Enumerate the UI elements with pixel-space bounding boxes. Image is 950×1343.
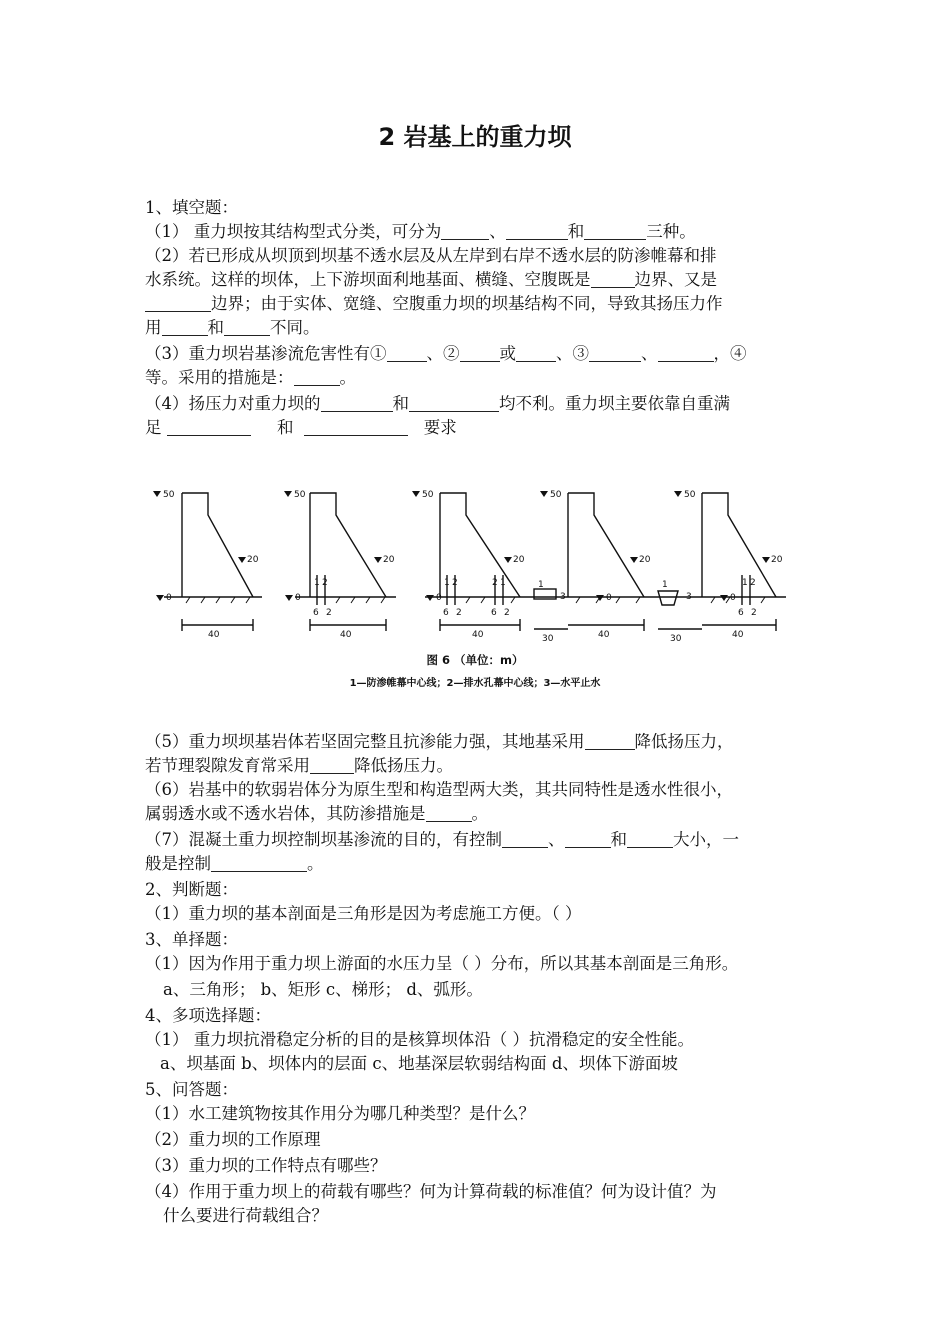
- fig-label-20: 20: [771, 555, 783, 565]
- answer-blank[interactable]: [211, 855, 307, 872]
- answer-blank[interactable]: [516, 345, 556, 362]
- section-1-heading: 1、填空题：: [145, 198, 238, 217]
- fig-note-2: 2: [492, 578, 498, 588]
- fig-note-1: 1: [314, 578, 320, 588]
- answer-blank[interactable]: [584, 223, 646, 240]
- fig-dim-6: 6: [313, 608, 319, 618]
- question-1-2-line3: 边界；由于实体、宽缝、空腹重力坝的坝基结构不同，导致其扬压力作: [145, 292, 723, 316]
- fig-dim-2: 2: [751, 608, 757, 618]
- question-5-4-line1: （4）作用于重力坝上的荷载有哪些？何为计算荷载的标准值？何为设计值？为: [145, 1182, 717, 1201]
- answer-blank[interactable]: [506, 223, 568, 240]
- question-4-1: （1） 重力坝抗滑稳定分析的目的是核算坝体沿（ ）抗滑稳定的安全性能。: [145, 1030, 694, 1049]
- page-title: 2 岩基上的重力坝: [378, 123, 572, 151]
- fig-dim-40: 40: [472, 630, 484, 640]
- answer-blank[interactable]: [460, 345, 500, 362]
- fig-label-50: 50: [294, 490, 306, 500]
- fig-note-1: 1: [444, 578, 450, 588]
- answer-blank[interactable]: [591, 271, 635, 288]
- fig-label-0: 0: [730, 593, 736, 603]
- answer-blank[interactable]: [589, 345, 641, 362]
- fig-label-50: 50: [550, 490, 562, 500]
- question-2-1: （1）重力坝的基本剖面是三角形是因为考虑施工方便。（ ）: [145, 904, 582, 923]
- question-1-7-line1: （7）混凝土重力坝控制坝基渗流的目的，有控制 、 和 大小，一: [145, 830, 739, 849]
- question-1-6-line1: （6）岩基中的软弱岩体分为原生型和构造型两大类，其共同特性是透水性很小，: [145, 780, 733, 799]
- answer-blank[interactable]: [304, 419, 408, 436]
- question-5-4-line2: 什么要进行荷载组合？: [163, 1206, 328, 1225]
- fig-dim-40: 40: [732, 630, 744, 640]
- question-1-3-line2: 等。采用的措施是： 。: [145, 368, 356, 387]
- question-5-2: （2）重力坝的工作原理: [145, 1130, 321, 1149]
- question-1-4-line1: （4）扬压力对重力坝的 和 均不利。重力坝主要依靠自重满: [145, 394, 730, 413]
- answer-blank[interactable]: [162, 319, 208, 336]
- fig-note-2: 2: [750, 578, 756, 588]
- question-1-2-line1: （2）若已形成从坝顶到坝基不透水层及从左岸到右岸不透水层的防渗帷幕和排: [145, 246, 717, 265]
- fig-note-1: 1: [742, 578, 748, 588]
- answer-blank[interactable]: [627, 831, 673, 848]
- figure-caption: 图 6 （单位：m）: [426, 653, 524, 667]
- fig-note-2: 2: [452, 578, 458, 588]
- question-4-1-options: a、坝基面 b、坝体内的层面 c、地基深层软弱结构面 d、坝体下游面坡: [160, 1054, 678, 1073]
- answer-blank[interactable]: [145, 295, 211, 312]
- fig-note-1: 1: [662, 580, 668, 590]
- answer-blank[interactable]: [321, 395, 393, 412]
- question-3-1-options: a、三角形； b、矩形 c、梯形； d、弧形。: [163, 980, 483, 999]
- section-5-heading: 5、问答题：: [145, 1080, 238, 1099]
- fig-label-20: 20: [639, 555, 651, 565]
- question-1-2-line2: 水系统。这样的坝体，上下游坝面利地基面、横缝、空腹既是 边界、又是: [145, 270, 717, 289]
- fig-label-0: 0: [436, 593, 442, 603]
- answer-blank[interactable]: [441, 223, 489, 240]
- section-4-heading: 4、多项选择题：: [145, 1006, 271, 1025]
- question-1-6-line2: 属弱透水或不透水岩体，其防渗措施是 。: [145, 804, 488, 823]
- fig-label-50: 50: [163, 490, 175, 500]
- answer-blank[interactable]: [502, 831, 548, 848]
- fig-label-0: 0: [166, 593, 172, 603]
- fig-note-3: 3: [560, 592, 566, 602]
- section-3-heading: 3、单择题：: [145, 930, 238, 949]
- fig-dim-6: 6: [443, 608, 449, 618]
- answer-blank[interactable]: [167, 419, 251, 436]
- answer-blank[interactable]: [565, 831, 611, 848]
- answer-blank[interactable]: [310, 757, 354, 774]
- fig-label-0: 0: [295, 593, 301, 603]
- fig-dim-2: 2: [456, 608, 462, 618]
- fig-note-2: 2: [322, 578, 328, 588]
- answer-blank[interactable]: [294, 369, 340, 386]
- fig-note-3: 3: [686, 592, 692, 602]
- fig-dim-30: 30: [542, 634, 554, 644]
- question-1-5-line2: 若节理裂隙发育常采用 降低扬压力。: [145, 756, 453, 775]
- question-1-1: （1） 重力坝按其结构型式分类，可分为 、 和 三种。: [145, 222, 696, 241]
- fig-dim-30: 30: [670, 634, 682, 644]
- answer-blank[interactable]: [585, 733, 635, 750]
- question-1-5-line1: （5）重力坝坝基岩体若坚固完整且抗渗能力强，其地基采用 降低扬压力，: [145, 732, 734, 751]
- fig-dim-2: 2: [504, 608, 510, 618]
- fig-label-0: 0: [606, 593, 612, 603]
- fig-dim-6: 6: [738, 608, 744, 618]
- answer-blank[interactable]: [224, 319, 270, 336]
- answer-blank[interactable]: [658, 345, 714, 362]
- question-1-4-line2: 足 和 要求: [145, 418, 457, 437]
- fig-label-20: 20: [513, 555, 525, 565]
- question-5-1: （1）水工建筑物按其作用分为哪几种类型？是什么？: [145, 1104, 535, 1123]
- fig-label-20: 20: [383, 555, 395, 565]
- question-1-7-line2: 般是控制 。: [145, 854, 324, 873]
- fig-dim-6: 6: [491, 608, 497, 618]
- fig-note-1: 1: [538, 580, 544, 590]
- answer-blank[interactable]: [409, 395, 499, 412]
- question-1-2-line4: 用 和 不同。: [145, 318, 320, 337]
- figure-legend: 1—防渗帷幕中心线；2—排水孔幕中心线；3—水平止水: [349, 678, 601, 689]
- fig-label-50: 50: [422, 490, 434, 500]
- answer-blank[interactable]: [387, 345, 427, 362]
- fig-dim-40: 40: [340, 630, 352, 640]
- section-2-heading: 2、判断题：: [145, 880, 238, 899]
- answer-blank[interactable]: [426, 805, 472, 822]
- fig-dim-2: 2: [326, 608, 332, 618]
- fig-dim-40: 40: [208, 630, 220, 640]
- question-1-3-line1: （3）重力坝岩基渗流危害性有① 、② 或 、③ 、 ，④: [145, 344, 747, 363]
- question-5-3: （3）重力坝的工作特点有哪些？: [145, 1156, 387, 1175]
- fig-label-50: 50: [684, 490, 696, 500]
- fig-label-20: 20: [247, 555, 259, 565]
- fig-dim-40: 40: [598, 630, 610, 640]
- question-3-1: （1）因为作用于重力坝上游面的水压力呈（ ）分布，所以其基本剖面是三角形。: [145, 954, 739, 973]
- fig-note-1: 1: [500, 578, 506, 588]
